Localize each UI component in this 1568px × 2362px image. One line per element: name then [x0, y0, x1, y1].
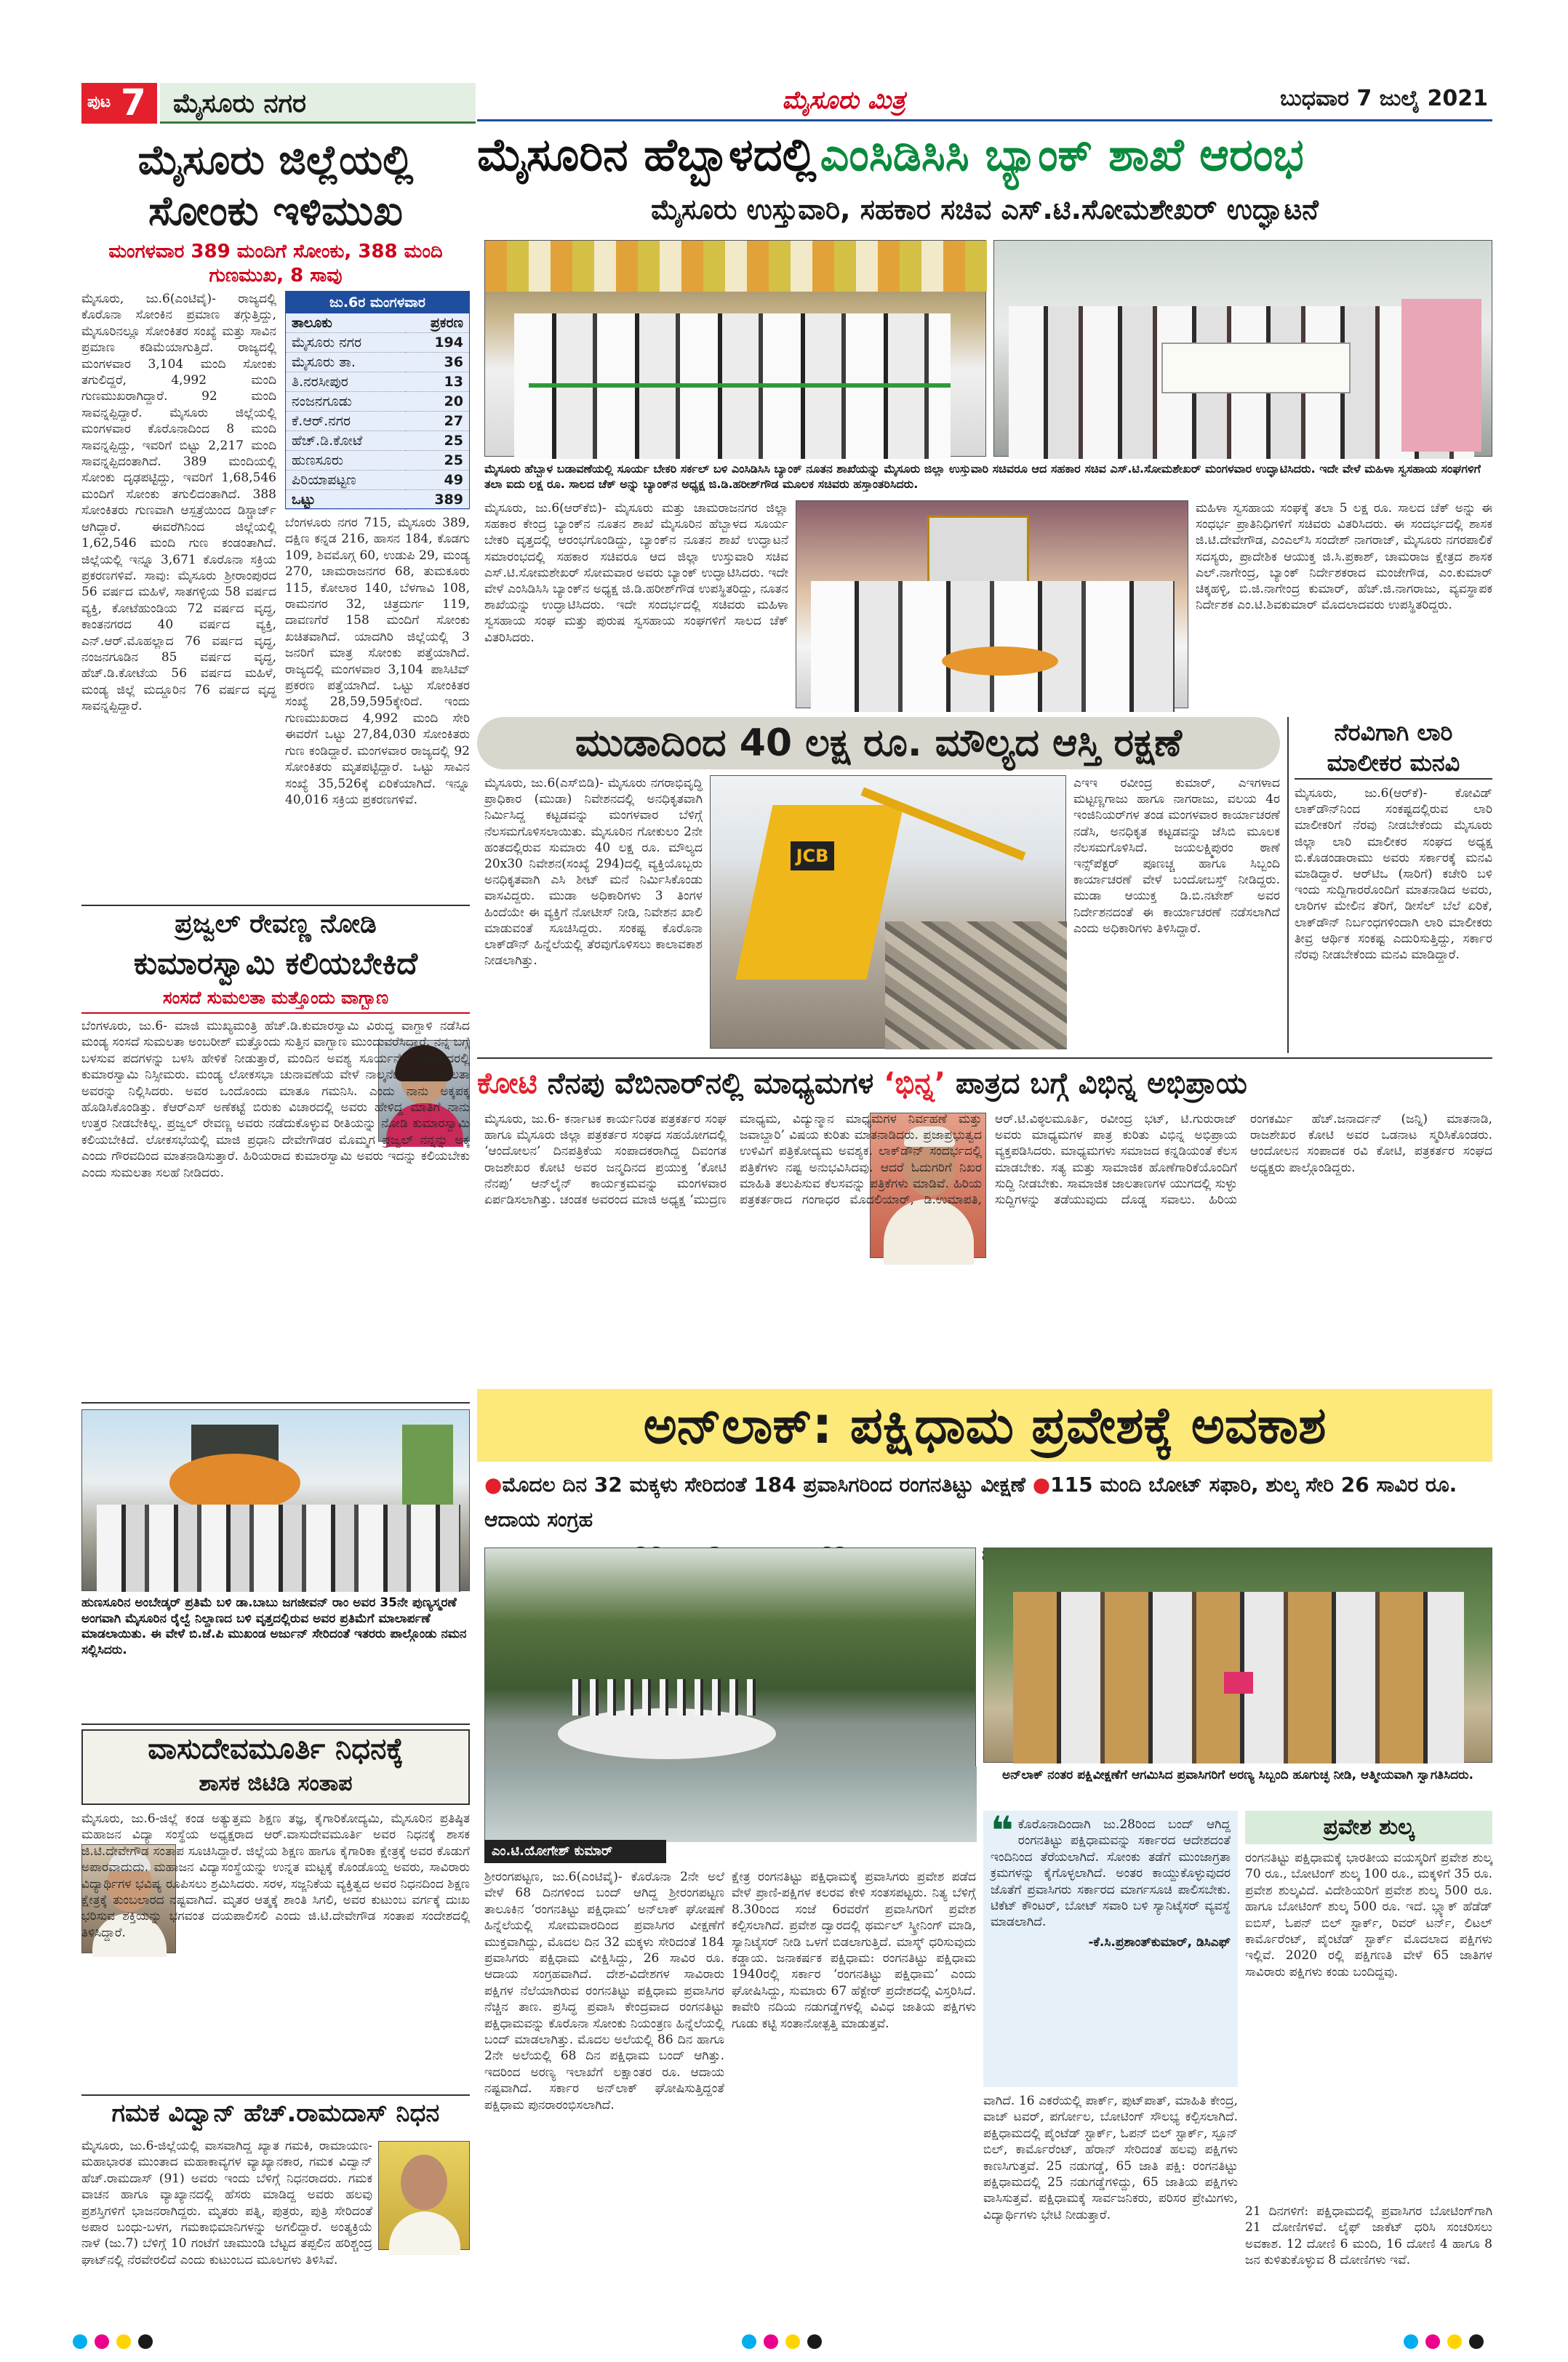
unlock-bullets [484, 1468, 1492, 1540]
reg-dot-black [807, 2334, 822, 2349]
prajwal-headline-2: ಕುಮಾರಸ್ವಾಮಿ ಕಲಿಯಬೇಕಿದೆ [133, 945, 418, 981]
ramadas-photo [378, 2141, 470, 2250]
divider [81, 2094, 470, 2096]
bank-body-2: ಮಹಿಳಾ ಸ್ವಸಹಾಯ ಸಂಘಕ್ಕೆ ತಲಾ 5 ಲಕ್ಷ ರೂ. ಸಾಲದ ಚೆಕ್ ಅನ್ನು ಈ ಸಂಧರ್ಭ ಪ್ರಾತಿನಿಧಿಗಳಿಗೆ ಸಚಿವರು ವಿತರಿಸಿದರು. ಈ ಸಂದರ್ಭದಲ್ಲಿ ಶಾಸಕ ಜಿ.ಟಿ.ದೇವೇಗೌಡ, ಎಂಎಲ್‌ಸಿ ಸಂದೇಶ್ ನಾಗರಾಜ್, ಮೈಸೂರು ನಗರಪಾಲಿಕೆ ಸದಸ್ಯರು, ಪ್ರಾದೇಶಿಕ ಆಯುಕ್ತ ಜಿ.ಸಿ.ಪ್ರಕಾಶ್, ಚಾಮರಾಜ ಕ್ಷೇತ್ರದ ಶಾಸಕ ಎಲ್.ನಾಗೇಂದ್ರ, ಬ್ಯಾಂಕ್ ನಿರ್ದೇಶಕರಾದ ಮಂಜೇಗೌಡ, ಎಂ.ಕುಮಾರ್ ಚಿಕ್ಕಹಳ್ಳಿ, ಬಿ.ಜಿ.ನಾಗೇಂದ್ರ ಕುಮಾರ್, ಹೆಚ್.ಜಿ.ನಾಗರಾಜು, ವ್ಯವಸ್ಥಾಪಕ ನಿರ್ದೇಶಕ ಎಂ.ಟಿ.ಶಿವಕುಮಾರ್ ಮೊದಲಾದವರು ಉಪಸ್ಥಿತರಿದ್ದರು. [1196, 501, 1492, 613]
unlock-body-3: ವಾಗಿದೆ. 16 ಎಕರೆಯಲ್ಲಿ ಪಾರ್ಕ್, ಪುಟ್‌ಪಾತ್, ಮಾಹಿತಿ ಕೇಂದ್ರ, ವಾಚ್ ಟವರ್, ಪರ್ಗೋಲ, ಬೋಟಿಂಗ್ ಸೌಲಭ್ಯ ಕಲ್ಪಿಸಲಾಗಿದೆ. ಪಕ್ಷಿಧಾಮದಲ್ಲಿ ಪೈಂಟೆಡ್ ಸ್ಟಾರ್ಕ್, ಓಪನ್ ಬಿಲ್ ಸ್ಟಾರ್ಕ್, ಸ್ಪೂನ್ ಬಿಲ್, ಕಾರ್ಮೊರೆಂಟ್, ಹೆರಾನ್ ಸೇರಿದಂತೆ ಹಲವು ಪಕ್ಷಿಗಳು ಕಾಣಸಿಗುತ್ತವೆ. 25 ನಡುಗಡ್ಡೆ, 65 ಜಾತಿ ಪಕ್ಷಿ: ರಂಗನತಿಟ್ಟು ಪಕ್ಷಿಧಾಮದಲ್ಲಿ 25 ನಡುಗಡ್ಡೆಗಳಿದ್ದು, 65 ಜಾತಿಯ ಪಕ್ಷಿಗಳು ವಾಸಿಸುತ್ತವೆ. ಪಕ್ಷಿಧಾಮಕ್ಕೆ ಸಾರ್ವಜನಿಕರು, ಪರಿಸರ ಪ್ರೇಮಿಗಳು, ವಿದ್ಯಾರ್ಥಿಗಳು ಭೇಟಿ ನೀಡುತ್ತಾರೆ. [983, 2094, 1238, 2222]
unlock-body-1: ಶ್ರೀರಂಗಪಟ್ಟಣ, ಜು.6(ಎಂಟಿವೈ)- ಕೊರೊನಾ 2ನೇ ಅಲೆ ವೇಳೆ 68 ದಿನಗಳಿಂದ ಬಂದ್ ಆಗಿದ್ದ ಶ್ರೀರಂಗಪಟ್ಟಣ ತಾಲೂಕಿನ ‘ರಂಗನತಿಟ್ಟು ಪಕ್ಷಿಧಾಮ’ ಅನ್‌ಲಾಕ್ ಘೋಷಣೆ ಹಿನ್ನೆಲೆಯಲ್ಲಿ ಸೋಮವಾರದಿಂದ ಪ್ರವಾಸಿಗರ ವೀಕ್ಷಣೆಗೆ ಮುಕ್ತವಾಗಿದ್ದು, ಮೊದಲ ದಿನ 32 ಮಕ್ಕಳು ಸೇರಿದಂತೆ 184 ಪ್ರವಾಸಿಗರು ಪಕ್ಷಿಧಾಮ ವೀಕ್ಷಿಸಿದ್ದು, 26 ಸಾವಿರ ರೂ. ಆದಾಯ ಸಂಗ್ರಹವಾಗಿದೆ. ದೇಶ-ವಿದೇಶಗಳ ಸಾವಿರಾರು ಪಕ್ಷಿಗಳ ನೆಲೆಯಾಗಿರುವ ರಂಗನತಿಟ್ಟು ಪಕ್ಷಿಧಾಮ ಪ್ರವಾಸಿಗರ ನೆಚ್ಚಿನ ತಾಣ. ಪ್ರಸಿದ್ಧ ಪ್ರವಾಸಿ ಕೇಂದ್ರವಾದ ರಂಗನತಿಟ್ಟು ಪಕ್ಷಿಧಾಮವನ್ನು ಕೊರೊನಾ ಸೋಂಕು ನಿಯಂತ್ರಣ ಹಿನ್ನೆಲೆಯಲ್ಲಿ ಬಂದ್ ಮಾಡಲಾಗಿತ್ತು. ಮೊದಲ ಅಲೆಯಲ್ಲಿ 86 ದಿನ ಹಾಗೂ 2ನೇ ಅಲೆಯಲ್ಲಿ 68 ದಿನ ಪಕ್ಷಿಧಾಮ ಬಂದ್ ಆಗಿತ್ತು. ಇದರಿಂದ ಅರಣ್ಯ ಇಲಾಖೆಗೆ ಲಕ್ಷಾಂತರ ರೂ. ಆದಾಯ ನಷ್ಟವಾಗಿದೆ. ಸರ್ಕಾರ ಅನ್‌ಲಾಕ್ ಘೋಷಿಸುತ್ತಿದ್ದಂತೆ ಪಕ್ಷಿಧಾಮ ಪುನರಾರಂಭಿಸಲಾಗಿದೆ. [484, 1870, 724, 2113]
birds-sanctuary-photo [484, 1548, 976, 1841]
unlock-bullet-2: 115 ಮಂದಿ ಬೋಟ್ ಸಫಾರಿ, ಶುಲ್ಕ ಸೇರಿ 26 ಸಾವಿರ ರೂ. ಆದಾಯ ಸಂಗ್ರಹ [484, 1473, 1457, 1532]
vasudev-headline-box [81, 1729, 470, 1805]
registration-marks-left [73, 2334, 175, 2353]
unlock-bullet-1: ಮೊದಲ ದಿನ 32 ಮಕ್ಕಳು ಸೇರಿದಂತೆ 184 ಪ್ರವಾಸಿಗರಿಂದ ರಂಗನತಿಟ್ಟು ವೀಕ್ಷಣೆ [502, 1473, 1025, 1497]
vasudev-headline-2: ಶಾಸಕ ಜಿಟಿಡಿ ಸಂತಾಪ [199, 1771, 353, 1796]
reg-dot-yellow [1447, 2334, 1462, 2349]
lorry-headline: ನೆರವಿಗಾಗಿ ಲಾರಿ ಮಾಲೀಕರ ಮನವಿ [1295, 717, 1492, 780]
bank-body-1: ಮೈಸೂರು, ಜು.6(ಆರ್‌ಕೆಬಿ)- ಮೈಸೂರು ಮತ್ತು ಚಾಮರಾಜನಗರ ಜಿಲ್ಲಾ ಸಹಕಾರ ಕೇಂದ್ರ ಬ್ಯಾಂಕ್‌ನ ನೂತನ ಶಾಖೆ ಮೈಸೂರಿನ ಹೆಬ್ಬಾಳದ ಸೂರ್ಯ ಬೇಕರಿ ವೃತ್ತದಲ್ಲಿ ಆರಂಭಗೊಂಡಿದ್ದು, ಬ್ಯಾಂಕ್‌ನ ನೂತನ ಶಾಖೆ ಉದ್ಘಾಟನೆ ಸಮಾರಂಭದಲ್ಲಿ ಸಹಕಾರ ಸಚಿವರೂ ಆದ ಜಿಲ್ಲಾ ಉಸ್ತುವಾರಿ ಸಚಿವ ಎಸ್.ಟಿ.ಸೋಮಶೇಖರ್ ಸೋಮವಾರ ಅವರು ಬ್ಯಾಂಕ್ ಉದ್ಘಾಟಿಸಿದರು. ಇದೇ ವೇಳೆ ಎಂಸಿಡಿಸಿಸಿ ಬ್ಯಾಂಕ್‌ನ ಅಧ್ಯಕ್ಷ ಜಿ.ಡಿ.ಹರೀಶ್‌ಗೌಡ ಉಪಸ್ಥಿತರಿದ್ದು, ನೂತನ ಶಾಖೆಯನ್ನು ಉದ್ಘಾಟಿಸಿದರು. ಇದೇ ಸಂದರ್ಭದಲ್ಲಿ ಸಚಿವರು ಮಹಿಳಾ ಸ್ವಸಹಾಯ ಸಂಘ ಮತ್ತು ಪುರುಷ ಸ್ವಸಹಾಯ ಸಂಘಗಳಿಗೆ ಸಾಲದ ಚೆಕ್ ವಿತರಿಸಿದರು. [484, 501, 788, 645]
fee-title: ಪ್ರವೇಶ ಶುಲ್ಕ [1245, 1811, 1492, 1844]
covid-table-header: ತಾಲೂಕು ಪ್ರಕರಣ [286, 313, 469, 333]
webinar-body: ಮೈಸೂರು, ಜು.6- ಕರ್ನಾಟಕ ಕಾರ್ಯನಿರತ ಪತ್ರಕರ್ತರ ಸಂಘ ಹಾಗೂ ಮೈಸೂರು ಜಿಲ್ಲಾ ಪತ್ರಕರ್ತರ ಸಂಘದ ಸಹಯೋಗದಲ್ಲಿ ‘ಆಂದೋಲನ’ ದಿನಪತ್ರಿಕೆಯ ಸಂಪಾದಕರಾಗಿದ್ದ ದಿವಂಗತ ರಾಜಶೇಖರ ಕೋಟಿ ಅವರ ಜನ್ಮದಿನದ ಪ್ರಯುಕ್ತ ‘ಕೋಟಿ ನೆನಪು’ ಆನ್‌ಲೈನ್ ಕಾರ್ಯಕ್ರಮವನ್ನು ಮಂಗಳವಾರ ಏರ್ಪಡಿಸಲಾಗಿತ್ತು. ಚಂಡಕ ಅವರಂದ ಮಾಜಿ ಅಧ್ಯಕ್ಷ ‘ಮುದ್ರಣ ಮಾಧ್ಯಮ, ವಿದ್ಯುನ್ಮಾನ ಮಾಧ್ಯಮಗಳ ನಿರ್ವಹಣೆ ಮತ್ತು ಜವಾಬ್ದಾರಿ’ ವಿಷಯ ಕುರಿತು ಮಾತನಾಡಿದರು. ಪ್ರಜಾಪ್ರಭುತ್ವದ ಉಳಿವಿಗೆ ಪತ್ರಿಕೋದ್ಯಮ ಅವಶ್ಯಕ. ಲಾಕ್‌ಡೌನ್ ಸಂದರ್ಭದಲ್ಲಿ ಪತ್ರಿಕೆಗಳು ನಷ್ಟ ಅನುಭವಿಸಿದವು. ಆದರೆ ಓದುಗರಿಗೆ ನಿಖರ ಮಾಹಿತಿ ತಲುಪಿಸುವ ಕೆಲಸವನ್ನು ಪತ್ರಿಕೆಗಳು ಮಾಡಿವೆ. ಹಿರಿಯ ಪತ್ರಕರ್ತರಾದ ಗಂಗಾಧರ ಮೊದಲಿಯಾರ್, ಡಿ.ಉಮಾಪತಿ, ಆರ್.ಟಿ.ವಿಠ್ಠಲಮೂರ್ತಿ, ರವೀಂದ್ರ ಭಟ್, ಟಿ.ಗುರುರಾಜ್ ಅವರು ಮಾಧ್ಯಮಗಳ ಪಾತ್ರ ಕುರಿತು ವಿಭಿನ್ನ ಅಭಿಪ್ರಾಯ ವ್ಯಕ್ತಪಡಿಸಿದರು. ಮಾಧ್ಯಮಗಳು ಸಮಾಜದ ಕನ್ನಡಿಯಂತೆ ಕೆಲಸ ಮಾಡಬೇಕು. ಸತ್ಯ ಮತ್ತು ಸಾಮಾಜಿಕ ಹೊಣೆಗಾರಿಕೆಯೊಂದಿಗೆ ಸುದ್ದಿ ನೀಡಬೇಕು. ಸಾಮಾಜಿಕ ಜಾಲತಾಣಗಳ ಯುಗದಲ್ಲಿ ಸುಳ್ಳು ಸುದ್ದಿಗಳನ್ನು ತಡೆಯುವುದು ದೊಡ್ಡ ಸವಾಲು. ಹಿರಿಯ ರಂಗಕರ್ಮಿ ಹೆಚ್.ಜನಾರ್ದನ್ (ಜನ್ನಿ) ಮಾತನಾಡಿ, ರಾಜಶೇಖರ ಕೋಟಿ ಅವರ ಒಡನಾಟ ಸ್ಮರಿಸಿಕೊಂಡರು. ಆಂದೋಲನ ಸಂಪಾದಕ ರವಿ ಕೋಟಿ, ಪತ್ರಕರ್ತರ ಸಂಘದ ಅಧ್ಯಕ್ಷರು ಪಾಲ್ಗೊಂಡಿದ್ದರು. [484, 1112, 1492, 1208]
quote-icon: ❝ [991, 1808, 1014, 1854]
reg-dot-cyan [742, 2334, 756, 2349]
reg-dot-yellow [785, 2334, 800, 2349]
table-row: ತಿ.ನರಸೀಪುರ 13 [286, 372, 469, 392]
registration-marks-right [1404, 2334, 1505, 2353]
page-number: 7 [121, 81, 146, 124]
reg-dot-cyan [1404, 2334, 1418, 2349]
jcb-demolition-photo [710, 775, 1066, 1049]
covid-body-1: ಮೈಸೂರು, ಜು.6(ಎಂಟಿವೈ)- ರಾಜ್ಯದಲ್ಲಿ ಕೊರೊನಾ ಸೋಂಕಿನ ಪ್ರಮಾಣ ತಗ್ಗುತ್ತಿದ್ದು, ಮೈಸೂರಿನಲ್ಲೂ ಸೋಂಕಿತರ ಸಂಖ್ಯೆ ಮತ್ತು ಸಾವಿನ ಪ್ರಮಾಣ ಕಡಿಮೆಯಾಗುತ್ತಿದೆ. ರಾಜ್ಯದಲ್ಲಿ ಮಂಗಳವಾರ 3,104 ಮಂದಿ ಸೋಂಕು ತಗುಲಿದ್ದರೆ, 4,992 ಮಂದಿ ಗುಣಮುಖರಾಗಿದ್ದಾರೆ. 92 ಮಂದಿ ಸಾವನ್ನಪ್ಪಿದ್ದಾರೆ. ಮೈಸೂರು ಜಿಲ್ಲೆಯಲ್ಲಿ ಮಂಗಳವಾರ ಕೊರೊನಾದಿಂದ 8 ಮಂದಿ ಸಾವನ್ನಪ್ಪಿದ್ದು, ಇವರಿಗೆ ಬಿಟ್ಟು 2,217 ಮಂದಿ ಸಾವನ್ನಪ್ಪಿದಂತಾಗಿದೆ. 389 ಮಂದಿಯಲ್ಲಿ ಸೋಂಕು ದೃಢಪಟ್ಟಿದ್ದು, ಇವರಿಗೆ 1,68,546 ಮಂದಿಗೆ ಸೋಂಕು ತಗುಲಿದಂತಾಗಿದೆ. 388 ಸೋಂಕಿತರು ಗುಣವಾಗಿ ಆಸ್ಪತ್ರೆಯಿಂದ ಡಿಸ್ಚಾರ್ಜ್ ಆಗಿದ್ದಾರೆ. ಈವರೆಗಿನಿಂದ ಜಿಲ್ಲೆಯಲ್ಲಿ 1,62,546 ಮಂದಿ ಗುಣ ಕಂಡಂತಾಗಿದೆ. ಜಿಲ್ಲೆಯಲ್ಲಿ ಇನ್ನೂ 3,671 ಕೊರೊನಾ ಸಕ್ರಿಯ ಪ್ರಕರಣಗಳಿವೆ. ಸಾವು: ಮೈಸೂರು ಶ್ರೀರಾಂಪುರದ 56 ವರ್ಷದ ಮಹಿಳೆ, ಸಾತಗಳ್ಳಿಯ 58 ವರ್ಷದ ವ್ಯಕ್ತಿ, ಕೋಟೆಹುಂಡಿಯ 72 ವರ್ಷದ ವೃದ್ಧ, ಕಾಂತನಗರದ 40 ವರ್ಷದ ವ್ಯಕ್ತಿ, ಎನ್.ಆರ್.ಮೊಹಲ್ಲಾದ 76 ವರ್ಷದ ವೃದ್ಧ, ನಂಜನಗೂಡಿನ 85 ವರ್ಷದ ವೃದ್ಧ, ಹೆಚ್.ಡಿ.ಕೋಟೆಯ 56 ವರ್ಷದ ಮಹಿಳೆ, ಮಂಡ್ಯ ಜಿಲ್ಲೆ ಮದ್ದೂರಿನ 76 ವರ್ಷದ ವೃದ್ಧ ಸಾವನ್ನಪ್ಪಿದ್ದಾರೆ. [81, 292, 276, 714]
reg-dot-magenta [764, 2334, 778, 2349]
table-row: ಮೈಸೂರು ತಾ. 36 [286, 353, 469, 372]
muda-body-1: ಮೈಸೂರು, ಜು.6(ಎಸ್‌ಬಿಡಿ)- ಮೈಸೂರು ನಗರಾಭಿವೃದ್ಧಿ ಪ್ರಾಧಿಕಾರ (ಮುಡಾ) ನಿವೇಶನದಲ್ಲಿ ಅನಧಿಕೃತವಾಗಿ ನಿರ್ಮಿಸಿದ್ದ ಕಟ್ಟಡವನ್ನು ಮಂಗಳವಾರ ಬೆಳಿಗ್ಗೆ ನೆಲಸಮಗೊಳಿಸಲಾಯಿತು. ಮೈಸೂರಿನ ಗೋಕುಲಂ 2ನೇ ಹಂತದಲ್ಲಿರುವ ಸುಮಾರು 40 ಲಕ್ಷ ರೂ. ಮೌಲ್ಯದ 20x30 ನಿವೇಶನ(ಸಂಖ್ಯೆ 294)ದಲ್ಲಿ ವ್ಯಕ್ತಿಯೊಬ್ಬರು ಅನಧಿಕೃತವಾಗಿ ಎಸಿ ಶೀಟ್ ಮನೆ ನಿರ್ಮಿಸಿಕೊಂಡು ವಾಸವಿದ್ದರು. ಮುಡಾ ಅಧಿಕಾರಿಗಳು 3 ತಿಂಗಳ ಹಿಂದೆಯೇ ಈ ವ್ಯಕ್ತಿಗೆ ನೋಟೀಸ್ ನೀಡಿ, ನಿವೇಶನ ಖಾಲಿ ಮಾಡುವಂತೆ ಸೂಚಿಸಿದ್ದರು. ಸಂಕಷ್ಟ ಕೊರೊನಾ ಲಾಕ್‌ಡೌನ್ ಹಿನ್ನೆಲೆಯಲ್ಲಿ ತೆರವುಗೊಳಿಸಲು ಕಾಲಾವಕಾಶ ನೀಡಲಾಗಿತ್ತು. [484, 776, 703, 969]
cheque-handover-photo [993, 240, 1492, 457]
section-name: ಮೈಸೂರು ನಗರ [160, 83, 476, 124]
registration-marks-center [742, 2334, 844, 2353]
bank-headline [477, 128, 1492, 189]
table-row-total: ಒಟ್ಟು 389 [286, 490, 469, 510]
webinar-headline-a: ಕೋಟಿ [477, 1067, 537, 1100]
table-row: ಮೈಸೂರು ನಗರ 194 [286, 333, 469, 353]
ramadas-headline: ಗಮಕ ವಿದ್ವಾನ್ ಹೆಚ್.ರಾಮದಾಸ್ ನಿಧನ [111, 2099, 440, 2128]
reg-dot-magenta [95, 2334, 109, 2349]
page-label: ಪುಟ [87, 93, 111, 111]
webinar-headline [477, 1062, 1492, 1105]
unlock-headline: ಅನ್‌ಲಾಕ್: ಪಕ್ಷಿಧಾಮ ಪ್ರವೇಶಕ್ಕೆ ಅವಕಾಶ [477, 1389, 1492, 1462]
vasudev-body: ಮೈಸೂರು, ಜು.6-ಜಿಲ್ಲೆ ಕಂಡ ಅತ್ಯುತ್ತಮ ಶಿಕ್ಷಣ ತಜ್ಞ, ಕೈಗಾರಿಕೋದ್ಯಮಿ, ಮೈಸೂರಿನ ಪ್ರತಿಷ್ಠಿತ ಮಹಾಜನ ವಿದ್ಯಾ ಸಂಸ್ಥೆಯ ಅಧ್ಯಕ್ಷರಾದ ಆರ್.ವಾಸುದೇವಮೂರ್ತಿ ಅವರ ನಿಧನಕ್ಕೆ ಶಾಸಕ ಜಿ.ಟಿ.ದೇವೇಗೌಡ ಸಂತಾಪ ಸೂಚಿಸಿದ್ದಾರೆ. ಜಿಲ್ಲೆಯ ಶಿಕ್ಷಣ ಹಾಗೂ ಕೈಗಾರಿಕಾ ಕ್ಷೇತ್ರಕ್ಕೆ ಅವರ ಕೊಡುಗೆ ಅಪಾರವಾದುದು. ಮಹಾಜನ ವಿದ್ಯಾಸಂಸ್ಥೆಯನ್ನು ಉನ್ನತ ಮಟ್ಟಕ್ಕೆ ಕೊಂಡೊಯ್ದ ಅವರು, ಸಾವಿರಾರು ವಿದ್ಯಾರ್ಥಿಗಳ ಭವಿಷ್ಯ ರೂಪಿಸಲು ಶ್ರಮಿಸಿದರು. ಸರಳ, ಸಜ್ಜನಿಕೆಯ ವ್ಯಕ್ತಿತ್ವದ ಅವರ ನಿಧನದಿಂದ ಶಿಕ್ಷಣ ಕ್ಷೇತ್ರಕ್ಕೆ ತುಂಬಲಾರದ ನಷ್ಟವಾಗಿದೆ. ಮೃತರ ಆತ್ಮಕ್ಕೆ ಶಾಂತಿ ಸಿಗಲಿ, ಅವರ ಕುಟುಂಬ ವರ್ಗಕ್ಕೆ ದುಃಖ ಭರಿಸುವ ಶಕ್ತಿಯನ್ನು ಭಗವಂತ ದಯಪಾಲಿಸಲಿ ಎಂದು ಜಿ.ಟಿ.ದೇವೇಗೌಡ ಸಂತಾಪ ಸಂದೇಶದಲ್ಲಿ ತಿಳಿಸಿದ್ದಾರೆ. [81, 1811, 470, 1940]
table-row: ನಂಜನಗೂಡು 20 [286, 392, 469, 412]
reg-dot-yellow [116, 2334, 131, 2349]
divider [477, 1057, 1492, 1059]
table-row: ಹೆಚ್.ಡಿ.ಕೋಟೆ 25 [286, 431, 469, 451]
vasudev-headline-1: ವಾಸುದೇವಮೂರ್ತಿ ನಿಧನಕ್ಕೆ [148, 1732, 404, 1766]
divider [81, 1402, 470, 1404]
reg-dot-black [1469, 2334, 1484, 2349]
covid-body-2: ಬೆಂಗಳೂರು ನಗರ 715, ಮೈಸೂರು 389, ದಕ್ಷಿಣ ಕನ್ನಡ 216, ಹಾಸನ 184, ಕೊಡಗು 109, ಶಿವಮೊಗ್ಗ 60, ಉಡುಪಿ 29, ಮಂಡ್ಯ 270, ಚಾಮರಾಜನಗರ 68, ತುಮಕೂರು 115, ಕೋಲಾರ 140, ಬೆಳಗಾವಿ 108, ರಾಮನಗರ 32, ಚಿತ್ರದುರ್ಗ 119, ದಾವಣಗೆರೆ 158 ಮಂದಿಗೆ ಸೋಂಕು ಖಚಿತವಾಗಿದೆ. ಯಾದಗಿರಿ ಜಿಲ್ಲೆಯಲ್ಲಿ 3 ಜನರಿಗೆ ಮಾತ್ರ ಸೋಂಕು ಪತ್ತೆಯಾಗಿದೆ. ರಾಜ್ಯದಲ್ಲಿ ಮಂಗಳವಾರ 3,104 ಪಾಸಿಟಿವ್ ಪ್ರಕರಣ ಪತ್ತೆಯಾಗಿದೆ. ಒಟ್ಟು ಸೋಂಕಿತರ ಸಂಖ್ಯೆ 28,59,595ಕ್ಕೇರಿದೆ. ಇಂದು ಗುಣಮುಖರಾದ 4,992 ಮಂದಿ ಸೇರಿ ಈವರೆಗೆ ಒಟ್ಟು 27,84,030 ಸೋಂಕಿತರು ಗುಣ ಕಂಡಿದ್ದಾರೆ. ಮಂಗಳವಾರ ರಾಜ್ಯದಲ್ಲಿ 92 ಸೋಂಕಿತರು ಮೃತಪಟ್ಟಿದ್ದಾರೆ. ಒಟ್ಟು ಸಾವಿನ ಸಂಖ್ಯೆ 35,526ಕ್ಕೆ ಏರಿಕೆಯಾಗಿದೆ. ಇನ್ನೂ 40,016 ಸಕ್ರಿಯ ಪ್ರಕರಣಗಳಿವೆ. [285, 516, 470, 807]
bank-headline-a: ಮೈಸೂರಿನ ಹೆಬ್ಬಾಳದಲ್ಲಿ [477, 128, 817, 181]
paper-name: ಮೈಸೂರು ಮಿತ್ರ [782, 86, 905, 115]
bank-caption: ಮೈಸೂರು ಹೆಬ್ಬಾಳ ಬಡಾವಣೆಯಲ್ಲಿ ಸೂರ್ಯ ಬೇಕರಿ ಸರ್ಕಲ್ ಬಳಿ ಎಂಸಿಡಿಸಿಸಿ ಬ್ಯಾಂಕ್ ನೂತನ ಶಾಖೆಯನ್ನು ಮೈಸೂರು ಜಿಲ್ಲಾ ಉಸ್ತುವಾರಿ ಸಚಿವರೂ ಆದ ಸಹಕಾರ ಸಚಿವ ಎಸ್.ಟಿ.ಸೋಮಶೇಖರ್ ಮಂಗಳವಾರ ಉದ್ಘಾಟಿಸಿದರು. ಇದೇ ವೇಳೆ ಮಹಿಳಾ ಸ್ವಸಹಾಯ ಸಂಘಗಳಿಗೆ ತಲಾ ಐದು ಲಕ್ಷ ರೂ. ಸಾಲದ ಚೆಕ್ ಅನ್ನು ಬ್ಯಾಂಕ್‌ನ ಅಧ್ಯಕ್ಷ ಜಿ.ಡಿ.ಹರೀಶ್‌ಗೌಡ ಮೂಲಕ ಸಚಿವರು ಹಸ್ತಾಂತರಿಸಿದರು. [484, 462, 1481, 491]
ramadas-body: ಮೈಸೂರು, ಜು.6-ಜಿಲ್ಲೆಯಲ್ಲಿ ವಾಸವಾಗಿದ್ದ ಖ್ಯಾತ ಗಮಕಿ, ರಾಮಾಯಣ-ಮಹಾಭಾರತ ಮುಂತಾದ ಮಹಾಕಾವ್ಯಗಳ ವ್ಯಾಖ್ಯಾನಕಾರ, ಗಮಕ ವಿದ್ವಾನ್ ಹೆಚ್.ರಾಮದಾಸ್ (91) ಅವರು ಇಂದು ಬೆಳಿಗ್ಗೆ ನಿಧನರಾದರು. ಗಮಕ ವಾಚನ ಹಾಗೂ ವ್ಯಾಖ್ಯಾನದಲ್ಲಿ ಹೆಸರು ಮಾಡಿದ್ದ ಅವರು ಹಲವು ಪ್ರಶಸ್ತಿಗಳಿಗೆ ಭಾಜನರಾಗಿದ್ದರು. ಮೃತರು ಪತ್ನಿ, ಪುತ್ರರು, ಪುತ್ರಿ ಸೇರಿದಂತೆ ಅಪಾರ ಬಂಧು-ಬಳಗ, ಗಮಕಾಭಿಮಾನಿಗಳನ್ನು ಅಗಲಿದ್ದಾರೆ. ಅಂತ್ಯಕ್ರಿಯೆ ನಾಳೆ (ಜು.7) ಬೆಳಿಗ್ಗೆ 10 ಗಂಟೆಗೆ ಚಾಮುಂಡಿ ಬೆಟ್ಟದ ತಪ್ಪಲಿನ ಹರಿಶ್ಚಂದ್ರ ಘಾಟ್‌ನಲ್ಲಿ ನೆರವೇರಲಿದೆ ಎಂದು ಕುಟುಂಬದ ಮೂಲಗಳು ತಿಳಿಸಿವೆ. [81, 2139, 372, 2267]
prajwal-headline-1: ಪ್ರಜ್ವಲ್ ರೇವಣ್ಣ ನೋಡಿ [175, 909, 377, 939]
webinar-headline-b: ನೆನಪು ವೆಬಿನಾರ್‌ನಲ್ಲಿ ಮಾಧ್ಯಮಗಳ [537, 1067, 884, 1100]
jcb-logo: JCB [791, 841, 834, 870]
reg-dot-black [138, 2334, 153, 2349]
webinar-headline-d: ಪಾತ್ರದ ಬಗ್ಗೆ ವಿಭಿನ್ನ ಅಭಿಪ್ರಾಯ [945, 1067, 1247, 1100]
muda-body-2: ಎಇಇ ರವೀಂದ್ರ ಕುಮಾರ್, ಎಇಗಳಾದ ಮಟ್ಟಣ್ಣಗಾಜು ಹಾಗೂ ನಾಗರಾಜು, ವಲಯ 4ರ ಇಂಜಿನಿಯರ್‌ಗಳ ತಂಡ ಮಂಗಳವಾರ ಕಾರ್ಯಾಚರಣೆ ನಡೆಸಿ, ಅನಧಿಕೃತ ಕಟ್ಟಡವನ್ನು ಜೆಸಿಬಿ ಮೂಲಕ ನೆಲಸಮಗೊಳಿಸಿದೆ. ಜಯಲಕ್ಷ್ಮಿಪುರಂ ಠಾಣೆ ಇನ್ಸ್‌ಪೆಕ್ಟರ್ ಪೂಣಚ್ಚ ಹಾಗೂ ಸಿಬ್ಬಂದಿ ಕಾರ್ಯಾಚರಣೆ ವೇಳೆ ಬಂದೋಬಸ್ತ್ ನೀಡಿದ್ದರು. ಮುಡಾ ಆಯುಕ್ತ ಡಿ.ಬಿ.ನಟೇಶ್ ಅವರ ನಿರ್ದೇಶನದಂತೆ ಈ ಕಾರ್ಯಾಚರಣೆ ನಡೆಸಲಾಗಿದೆ ಎಂದು ಅಧಿಕಾರಿಗಳು ತಿಳಿಸಿದ್ದಾರೆ. [1073, 776, 1280, 936]
bullet-dot: ● [1032, 1473, 1051, 1497]
divider [1287, 717, 1289, 1053]
unlock-body-2: ಕ್ಷೇತ್ರ ರಂಗನತಿಟ್ಟು ಪಕ್ಷಿಧಾಮಕ್ಕೆ ಪ್ರವಾಸಿಗರು ಪ್ರವೇಶ ಪಡೆದ ವೇಳೆ ಪ್ರಾಣಿ-ಪಕ್ಷಿಗಳ ಕಲರವ ಕೇಳಿ ಸಂತಸಪಟ್ಟರು. ನಿತ್ಯ ಬೆಳಿಗ್ಗೆ 8.30ರಿಂದ ಸಂಜೆ 6ರವರೆಗೆ ಪ್ರವಾಸಿಗರಿಗೆ ಪ್ರವೇಶ ಕಲ್ಪಿಸಲಾಗಿದೆ. ಪ್ರವೇಶ ದ್ವಾರದಲ್ಲಿ ಥರ್ಮಲ್ ಸ್ಕ್ರೀನಿಂಗ್ ಮಾಡಿ, ಸ್ಯಾನಿಟೈಸರ್ ನೀಡಿ ಒಳಗೆ ಬಿಡಲಾಗುತ್ತಿದೆ. ಮಾಸ್ಕ್ ಧರಿಸುವುದು ಕಡ್ಡಾಯ. ಜನಾಕರ್ಷಕ ಪಕ್ಷಿಧಾಮ: ರಂಗನತಿಟ್ಟು ಪಕ್ಷಿಧಾಮ 1940ರಲ್ಲಿ ಸರ್ಕಾರ ‘ರಂಗನತಿಟ್ಟು ಪಕ್ಷಿಧಾಮ’ ಎಂದು ಘೋಷಿಸಿದ್ದು, ಸುಮಾರು 67 ಹೆಕ್ಟೇರ್ ಪ್ರದೇಶದಲ್ಲಿ ವಿಸ್ತರಿಸಿದೆ. ಕಾವೇರಿ ನದಿಯ ನಡುಗಡ್ಡೆಗಳಲ್ಲಿ ವಿವಿಧ ಜಾತಿಯ ಪಕ್ಷಿಗಳು ಗೂಡು ಕಟ್ಟಿ ಸಂತಾನೋತ್ಪತ್ತಿ ಮಾಡುತ್ತವೆ. [732, 1870, 976, 2031]
covid-body-1-cont [81, 762, 276, 902]
page-number-badge [81, 83, 157, 124]
statue-tribute-photo [81, 1409, 470, 1591]
quote-text: ಕೊರೊನಾದಿಂದಾಗಿ ಜು.28ರಿಂದ ಬಂದ್ ಆಗಿದ್ದ ರಂಗನತಿಟ್ಟು ಪಕ್ಷಿಧಾಮವನ್ನು ಸರ್ಕಾರದ ಆದೇಶದಂತೆ ಇಂದಿನಿಂದ ತೆರೆಯಲಾಗಿದೆ. ಸೋಂಕು ತಡೆಗೆ ಮುಂಜಾಗ್ರತಾ ಕ್ರಮಗಳನ್ನು ಕೈಗೊಳ್ಳಲಾಗಿದೆ. ಅಂತರ ಕಾಯ್ದುಕೊಳ್ಳುವುದರ ಜೊತೆಗೆ ಪ್ರವಾಸಿಗರು ಸರ್ಕಾರದ ಮಾರ್ಗಸೂಚಿ ಪಾಲಿಸಬೇಕು. ಟಿಕೆಟ್ ಕೌಂಟರ್, ಬೋಟ್ ಸವಾರಿ ಬಳಿ ಸ್ಯಾನಿಟೈಸರ್ ವ್ಯವಸ್ಥೆ ಮಾಡಲಾಗಿದೆ. [991, 1817, 1231, 1930]
bullet-dot: ● [484, 1473, 503, 1497]
reg-dot-cyan [73, 2334, 87, 2349]
fee-body: ರಂಗನತಿಟ್ಟು ಪಕ್ಷಿಧಾಮಕ್ಕೆ ಭಾರತೀಯ ವಯಸ್ಕರಿಗೆ ಪ್ರವೇಶ ಶುಲ್ಕ 70 ರೂ., ಬೋಟಿಂಗ್ ಶುಲ್ಕ 100 ರೂ., ಮಕ್ಕಳಿಗೆ 35 ರೂ. ಪ್ರವೇಶ ಶುಲ್ಕವಿದೆ. ವಿದೇಶಿಯರಿಗೆ ಪ್ರವೇಶ ಶುಲ್ಕ 500 ರೂ. ಹಾಗೂ ಬೋಟಿಂಗ್ ಶುಲ್ಕ 500 ರೂ. ಇದೆ. ಬ್ಲ್ಯಾಕ್ ಹೆಡೆಡ್ ಐಬಿಸ್, ಓಪನ್ ಬಿಲ್ ಸ್ಟಾರ್ಕ್, ರಿವರ್ ಟರ್ನ್, ಲಿಟಲ್ ಕಾರ್ಮೊರೆಂಟ್, ಪೈಂಟೆಡ್ ಸ್ಟಾರ್ಕ್ ಮೊದಲಾದ ಪಕ್ಷಿಗಳು ಇಲ್ಲಿವೆ. 2020 ರಲ್ಲಿ ಪಕ್ಷಿಗಣತಿ ವೇಳೆ 65 ಜಾತಿಗಳ ಸಾವಿರಾರು ಪಕ್ಷಿಗಳು ಕಂಡು ಬಂದಿದ್ದವು. [1245, 1851, 1492, 1979]
masthead-rule [477, 119, 1492, 121]
prajwal-body: ಬೆಂಗಳೂರು, ಜು.6- ಮಾಜಿ ಮುಖ್ಯಮಂತ್ರಿ ಹೆಚ್.ಡಿ.ಕುಮಾರಸ್ವಾಮಿ ವಿರುದ್ಧ ವಾಗ್ದಾಳಿ ನಡೆಸಿದ ಮಂಡ್ಯ ಸಂಸದೆ ಸುಮಲತಾ ಅಂಬರೀಶ್ ಮತ್ತೊಂದು ಸುತ್ತಿನ ವಾಗ್ಬಾಣ ಮುಂದುವರೆಸಿದ್ದಾರೆ. ನನ್ನ ಬಗ್ಗೆ ಬಳಸುವ ಪದಗಳನ್ನು ಬಳಸಿ ಹೇಳಿಕೆ ನೀಡುತ್ತಾರೆ, ಮಂದಿನ ಅವಶ್ಯ ಸೂರ್ಯನ್ನೇ ನೀಡುವುದರಲ್ಲಿ ಕುಮಾರಸ್ವಾಮಿ ನಿಸ್ಸೀಮರು. ಮಂಡ್ಯ ಲೋಕಸಭಾ ಚುನಾವಣೆಯ ವೇಳೆ ನಾಲ್ಕನೇ ನಾಲಿ ಸುಮಲತಾ ಅವರನ್ನು ನಿಲ್ಲಿಸಿದರು. ಅವರ ಒಂದೊಂದು ಮಾತೂ ಗಮನಿಸಿ. ಎಂದು ನಾನು ಅಕ್ಕಪಕ್ಕ ಹೊಡಿಸಿಕೊಂಡಿತ್ತು. ಕೆಆರ್‌ಎಸ್ ಅಣೆಕಟ್ಟೆ ಬಿರುಕು ವಿಚಾರದಲ್ಲಿ ಅವರು ಹೇಳಿದ್ದ ಮಾತಿಗೆ ನಾನು ಉತ್ತರ ನೀಡಬೇಕಿಲ್ಲ. ಪ್ರಜ್ವಲ್ ರೇವಣ್ಣ ಅವರು ನಡೆದುಕೊಳ್ಳುವ ರೀತಿಯನ್ನು ನೋಡಿ ಕುಮಾರಸ್ವಾಮಿ ಕಲಿಯಬೇಕಿದೆ. ಲೋಕಸಭೆಯಲ್ಲಿ ಮಾಜಿ ಪ್ರಧಾನಿ ದೇವೇಗೌಡರ ಮೊಮ್ಮಗ ಪ್ರಜ್ವಲ್ ನನ್ನನ್ನು ಅಕ್ಕ ಎಂದು ಗೌರವದಿಂದ ಮಾತನಾಡಿಸುತ್ತಾರೆ. ಹಿರಿಯರಾದ ಕುಮಾರಸ್ವಾಮಿ ಅವರು ಇದನ್ನು ಕಲಿಯಬೇಕು ಎಂದು ಸುಮಲತಾ ಸಲಹೆ ನೀಡಿದರು. [81, 1019, 470, 1180]
covid-table [285, 291, 470, 509]
table-row: ಹುಣಸೂರು 25 [286, 451, 469, 471]
bank-subhead: ಮೈಸೂರು ಉಸ್ತುವಾರಿ, ಸಹಕಾರ ಸಚಿವ ಎಸ್.ಟಿ.ಸೋಮಶೇಖರ್ ಉದ್ಘಾಟನೆ [651, 193, 1319, 225]
lorry-body: ಮೈಸೂರು, ಜು.6(ಆರ್‌ಕೆ)- ಕೋವಿಡ್ ಲಾಕ್‌ಡೌನ್‌ನಿಂದ ಸಂಕಷ್ಟದಲ್ಲಿರುವ ಲಾರಿ ಮಾಲೀಕರಿಗೆ ನೆರವು ನೀಡಬೇಕೆಂದು ಮೈಸೂರು ಜಿಲ್ಲಾ ಲಾರಿ ಮಾಲೀಕರ ಸಂಘದ ಅಧ್ಯಕ್ಷ ಬಿ.ಕೊಡಂಡಾರಾಮು ಅವರು ಸರ್ಕಾರಕ್ಕೆ ಮನವಿ ಮಾಡಿದ್ದಾರೆ. ಆರ್‌ಟಿಒ (ಸಾರಿಗೆ) ಕಚೇರಿ ಬಳಿ ಇಂದು ಸುದ್ದಿಗಾರರೊಂದಿಗೆ ಮಾತನಾಡಿದ ಅವರು, ಲಾರಿಗಳ ಮೇಲಿನ ತೆರಿಗೆ, ಡೀಸೆಲ್ ಬೆಲೆ ಏರಿಕೆ, ಲಾಕ್‌ಡೌನ್ ನಿರ್ಬಂಧಗಳಿಂದಾಗಿ ಲಾರಿ ಮಾಲೀಕರು ತೀವ್ರ ಆರ್ಥಿಕ ಸಂಕಷ್ಟ ಎದುರಿಸುತ್ತಿದ್ದು, ಸರ್ಕಾರ ನೆರವು ನೀಡಬೇಕೆಂದು ಮನವಿ ಮಾಡಿದ್ದಾರೆ. [1295, 786, 1492, 963]
table-row: ಪಿರಿಯಾಪಟ್ಟಣ 49 [286, 471, 469, 490]
reg-dot-magenta [1425, 2334, 1440, 2349]
webinar-headline-c: ‘ಭಿನ್ನ’ [884, 1067, 946, 1100]
quote-box [983, 1808, 1238, 2087]
tourist-welcome-photo [983, 1548, 1492, 1763]
quote-author: -ಕೆ.ಸಿ.ಪ್ರಶಾಂತ್‌ಕುಮಾರ್, ಡಿಸಿಎಫ್ [1088, 1934, 1231, 1950]
bank-headline-b: ಎಂಸಿಡಿಸಿಸಿ ಬ್ಯಾಂಕ್ ಶಾಖೆ ಆರಂಭ [820, 128, 1304, 181]
covid-table-grid [286, 313, 469, 510]
prajwal-subhead: ಸಂಸದೆ ಸುಮಲತಾ ಮತ್ತೊಂದು ವಾಗ್ಬಾಣ [81, 988, 470, 1014]
table-row: ಕೆ.ಆರ್.ನಗರ 27 [286, 412, 469, 431]
covid-subhead: ಮಂಗಳವಾರ 389 ಮಂದಿಗೆ ಸೋಂಕು, 388 ಮಂದಿ ಗುಣಮುಖ, 8 ಸಾವು [108, 241, 443, 287]
covid-table-title: ಜು.6ರ ಮಂಗಳವಾರ [286, 292, 469, 313]
divider [81, 905, 470, 906]
tourist-welcome-caption: ಅನ್‌ಲಾಕ್ ನಂತರ ಪಕ್ಷಿವೀಕ್ಷಣೆಗೆ ಆಗಮಿಸಿದ ಪ್ರವಾಸಿಗರಿಗೆ ಅರಣ್ಯ ಸಿಬ್ಬಂದಿ ಹೂಗುಚ್ಛ ನೀಡಿ, ಆತ್ಮೀಯವಾಗಿ ಸ್ವಾಗತಿಸಿದರು. [1002, 1768, 1473, 1782]
issue-date: ಬುಧವಾರ 7 ಜುಲೈ 2021 [1279, 86, 1488, 111]
muda-headline: ಮುಡಾದಿಂದ 40 ಲಕ್ಷ ರೂ. ಮೌಲ್ಯದ ಆಸ್ತಿ ರಕ್ಷಣೆ [477, 717, 1280, 769]
statue-tribute-caption: ಹುಣಸೂರಿನ ಅಂಬೇಡ್ಕರ್ ಪ್ರತಿಮೆ ಬಳಿ ಡಾ.ಬಾಬು ಜಗಜೀವನ್ ರಾಂ ಅವರ 35ನೇ ಪುಣ್ಯಸ್ಮರಣೆ ಅಂಗವಾಗಿ ಮೈಸೂರಿನ ರೈಲ್ವೆ ನಿಲ್ದಾಣದ ಬಳಿ ವೃತ್ತದಲ್ಲಿರುವ ಅವರ ಪ್ರತಿಮೆಗೆ ಮಾಲಾರ್ಪಣೆ ಮಾಡಲಾಯಿತು. ಈ ವೇಳೆ ಬಿ.ಜೆ.ಪಿ ಮುಖಂಡ ಅರ್ಜುನ್ ಸೇರಿದಂತೆ ಇತರರು ಪಾಲ್ಗೊಂಡು ನಮನ ಸಲ್ಲಿಸಿದರು. [81, 1596, 467, 1657]
bank-felicitation-photo [796, 500, 1188, 708]
covid-headline: ಮೈಸೂರು ಜಿಲ್ಲೆಯಲ್ಲಿ ಸೋಂಕು ಇಳಿಮುಖ [137, 137, 414, 235]
birds-photo-credit: ಎಂ.ಟಿ.ಯೋಗೇಶ್ ಕುಮಾರ್ [484, 1840, 666, 1863]
divider [81, 1724, 470, 1725]
fee-body-2: 21 ದಿನಗಳಿಗೆ: ಪಕ್ಷಿಧಾಮದಲ್ಲಿ ಪ್ರವಾಸಿಗರ ಬೋಟಿಂಗ್‌ಗಾಗಿ 21 ದೋಣಿಗಳಿವೆ. ಲೈಫ್ ಜಾಕೆಟ್ ಧರಿಸಿ ಸಂಚರಿಸಲು ಅವಕಾಶ. 12 ದೋಣಿ 6 ಮಂದಿ, 16 ದೋಣಿ 4 ಹಾಗೂ 8 ಜನ ಕುಳಿತುಕೊಳ್ಳುವ 8 ದೋಣಿಗಳು ಇವೆ. [1245, 2204, 1492, 2268]
bank-inauguration-photo [484, 240, 986, 457]
